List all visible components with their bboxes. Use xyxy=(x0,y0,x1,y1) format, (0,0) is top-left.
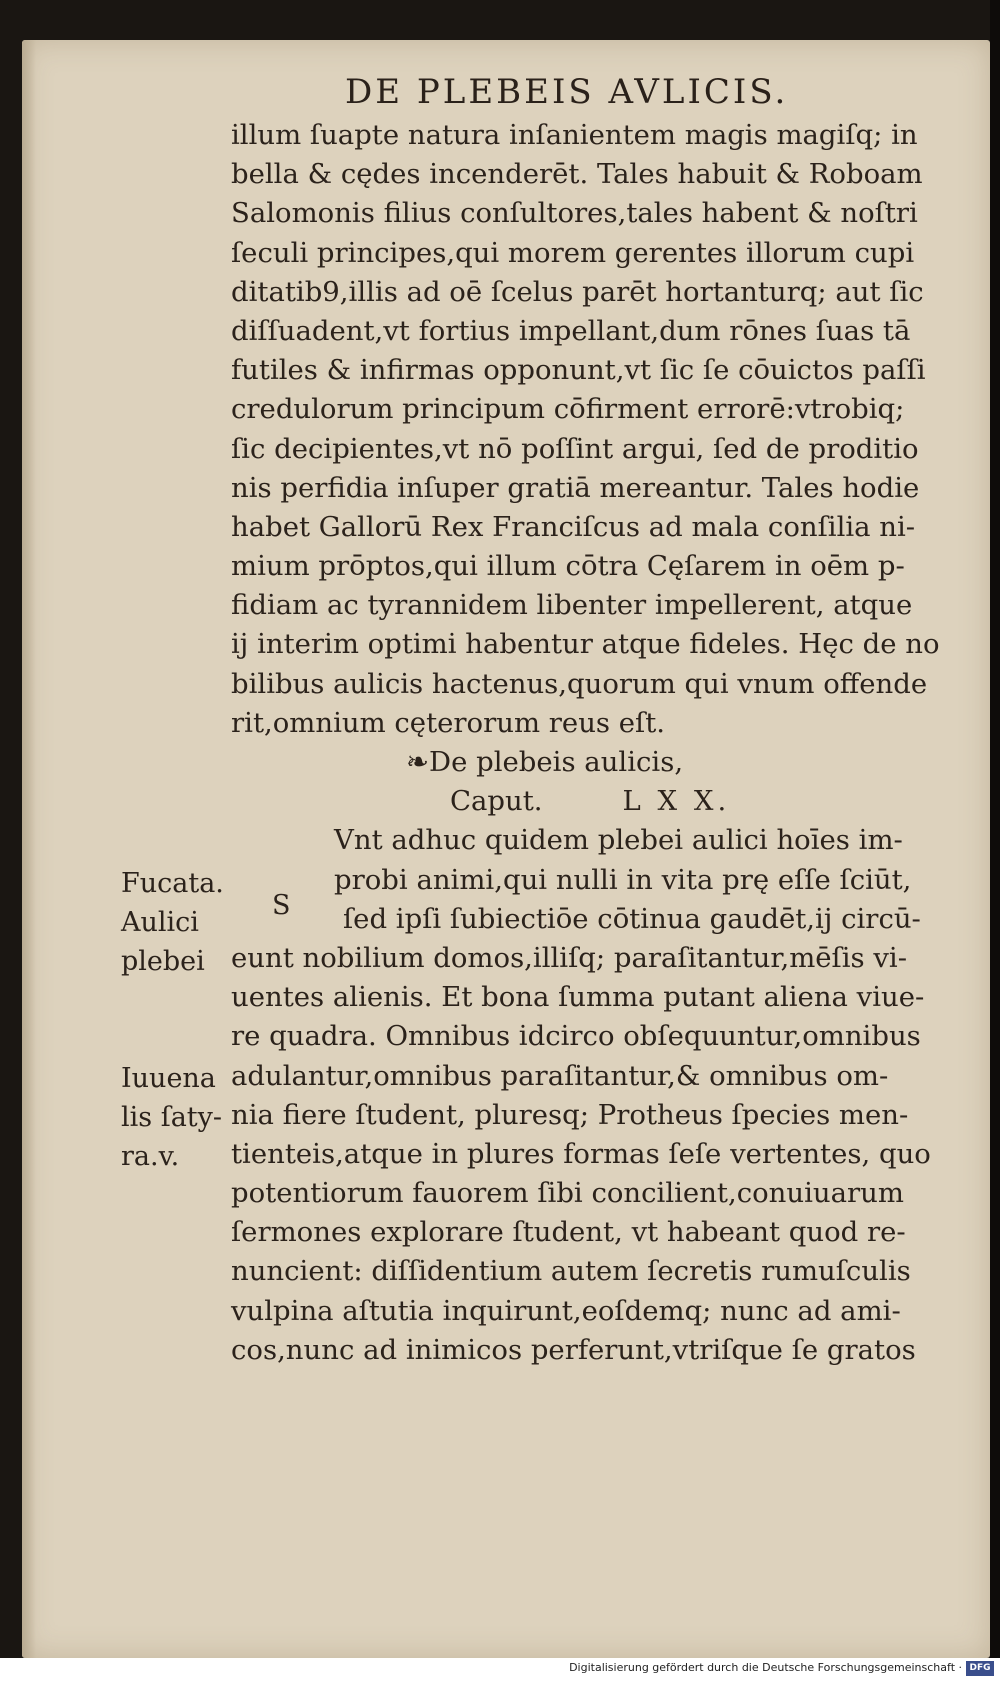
text-line: nuncient: diſſidentium autem ſecretis rumuſculis xyxy=(231,1255,911,1288)
text-line: Vnt adhuc quidem plebei aulici hoīes im- xyxy=(334,824,903,857)
marginal-note-iuuenalis xyxy=(121,1059,231,1176)
body-text xyxy=(231,116,963,1370)
text-line: adulantur,omnibus paraſitantur,& omnibus om- xyxy=(231,1059,889,1092)
text-line: eunt nobilium domos,illiſq; paraſitantur,mēſis vi- xyxy=(231,941,907,974)
dfg-logo: DFG xyxy=(966,1661,994,1676)
initial-letter: S xyxy=(272,890,291,921)
marginal-line: Aulici xyxy=(121,907,199,938)
text-line: ditatib9,illis ad oē ſcelus parēt hortanturq; aut ſic xyxy=(231,275,924,308)
chapter-heading xyxy=(231,743,963,782)
chapter-number: L X X. xyxy=(622,785,731,818)
text-line: bella & cędes incenderēt. Tales habuit & Roboam xyxy=(231,158,923,191)
chapter-caput xyxy=(231,782,963,821)
caput-label: Caput. xyxy=(450,785,543,818)
text-line: tienteis,atque in plures formas ſeſe vertentes, quo xyxy=(231,1137,931,1170)
marginal-line: ra.v. xyxy=(121,1141,180,1172)
marginal-note-fucata xyxy=(121,864,231,981)
text-line: habet Gallorū Rex Franciſcus ad mala conſilia ni- xyxy=(231,510,916,543)
text-line: ſed ipſi ſubiectiōe cōtinua gaudēt,ij circū- xyxy=(343,902,921,935)
pilcrow-ornament: ❧ xyxy=(406,746,430,778)
text-line: re quadra. Omnibus idcirco obſequuntur,omnibus xyxy=(231,1020,921,1053)
text-line: Salomonis filius conſultores,tales habent & noſtri xyxy=(231,197,918,230)
text-line: vulpina aſtutia inquirunt,eoſdemq; nunc ad ami- xyxy=(231,1294,901,1327)
marginal-line: Iuuena xyxy=(121,1063,216,1094)
marginal-line: plebei xyxy=(121,946,205,977)
text-line: uentes alienis. Et bona ſumma putant aliena viue- xyxy=(231,981,925,1014)
marginal-line: lis ſaty- xyxy=(121,1102,223,1133)
text-line: futiles & infirmas opponunt,vt ſic ſe cōuictos paſſi xyxy=(231,354,926,387)
text-line: credulorum principum cōfirment errorē:vtrobiq; xyxy=(231,393,905,426)
text-line: ſermones explorare ſtudent, vt habeant quod re- xyxy=(231,1216,906,1249)
text-line: ſic decipientes,vt nō poſſint argui, ſed de proditio xyxy=(231,432,919,465)
text-line: illum ſuapte natura inſanientem magis magiſq; in xyxy=(231,119,918,151)
text-line: bilibus aulicis hactenus,quorum qui vnum offende xyxy=(231,667,928,700)
page-edge xyxy=(22,40,36,1658)
text-line: ij interim optimi habentur atque fideles. Hęc de no xyxy=(231,628,940,661)
body-paragraph-top xyxy=(231,116,963,743)
text-line: cos,nunc ad inimicos perferunt,vtriſque ſe gratos xyxy=(231,1333,916,1366)
footer-bar xyxy=(0,1658,1000,1681)
marginal-line: Fucata. xyxy=(121,868,224,899)
chapter-title: De plebeis aulicis, xyxy=(429,746,684,778)
body-paragraph-bottom xyxy=(231,821,963,1370)
footer-credit: Digitalisierung gefördert durch die Deutsche Forschungsgemeinschaft · xyxy=(569,1661,962,1674)
text-line: potentiorum fauorem ſibi concilient,conuiuarum xyxy=(231,1177,904,1210)
text-line: ſeculi principes,qui morem gerentes illorum cupi xyxy=(231,236,915,269)
text-line: diſſuadent,vt fortius impellant,dum rōnes ſuas tā xyxy=(231,314,911,347)
scan-background xyxy=(990,0,1000,1681)
text-line: nia fiere ſtudent, pluresq; Protheus ſpecies men- xyxy=(231,1098,909,1131)
text-line: fidiam ac tyrannidem libenter impellerent, atque xyxy=(231,589,913,622)
running-head: DE PLEBEIS AVLICIS. xyxy=(345,72,789,112)
text-line: probi animi,qui nulli in vita prę eſſe ſciūt, xyxy=(334,863,912,896)
text-line: mium prōptos,qui illum cōtra Cęſarem in oēm p- xyxy=(231,550,905,583)
text-line: nis perfidia inſuper gratiā mereantur. Tales hodie xyxy=(231,471,920,504)
text-line: rit,omnium cęterorum reus eſt. xyxy=(231,706,666,739)
